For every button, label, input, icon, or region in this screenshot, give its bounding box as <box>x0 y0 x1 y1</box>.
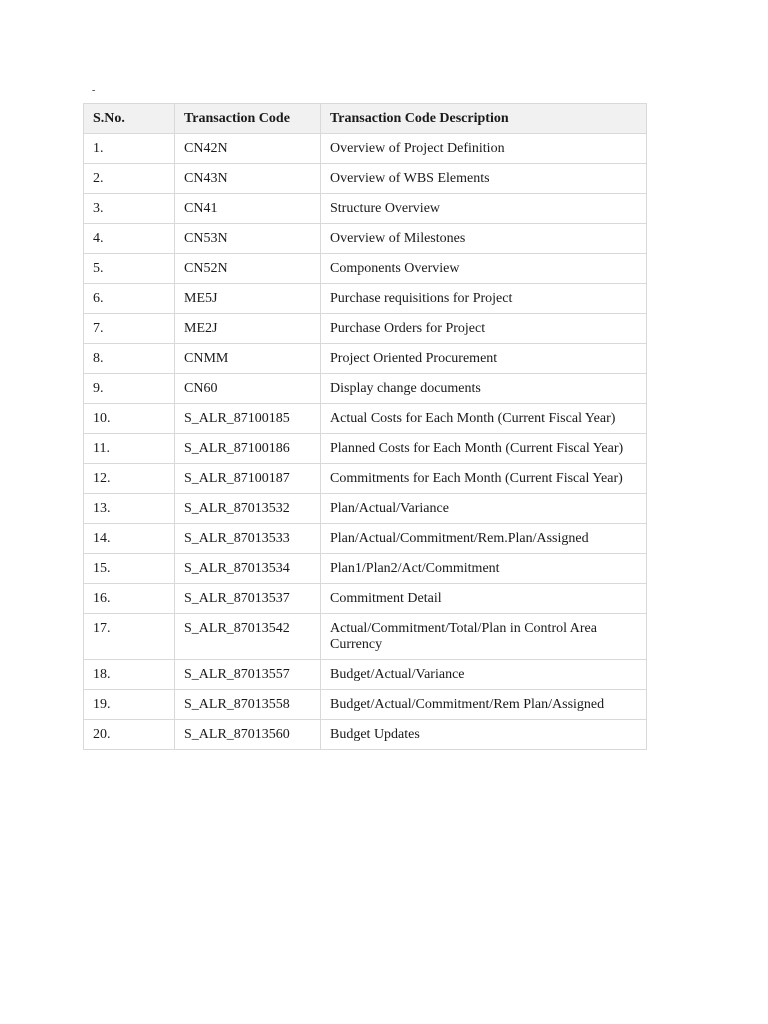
row-description: Commitment Detail <box>321 584 647 614</box>
table-row <box>84 194 647 224</box>
row-sno: 18. <box>84 660 175 690</box>
row-transaction-code: S_ALR_87013542 <box>175 614 321 660</box>
row-transaction-code: S_ALR_87013533 <box>175 524 321 554</box>
row-description: Budget/Actual/Commitment/Rem Plan/Assigned <box>321 690 647 720</box>
row-transaction-code: CN42N <box>175 134 321 164</box>
row-transaction-code: S_ALR_87013558 <box>175 690 321 720</box>
table-row <box>84 374 647 404</box>
table-row <box>84 614 647 660</box>
row-description: Budget/Actual/Variance <box>321 660 647 690</box>
row-sno: 3. <box>84 194 175 224</box>
row-description: Project Oriented Procurement <box>321 344 647 374</box>
row-transaction-code: S_ALR_87100186 <box>175 434 321 464</box>
table-row <box>84 224 647 254</box>
row-description: Plan/Actual/Commitment/Rem.Plan/Assigned <box>321 524 647 554</box>
row-sno: 17. <box>84 614 175 660</box>
table-row <box>84 524 647 554</box>
table-row <box>84 134 647 164</box>
table-row <box>84 344 647 374</box>
row-description: Budget Updates <box>321 720 647 750</box>
row-sno: 10. <box>84 404 175 434</box>
transaction-code-table <box>83 103 647 750</box>
row-sno: 12. <box>84 464 175 494</box>
row-transaction-code: S_ALR_87013557 <box>175 660 321 690</box>
row-sno: 8. <box>84 344 175 374</box>
row-description: Actual Costs for Each Month (Current Fiscal Year) <box>321 404 647 434</box>
row-description: Overview of Milestones <box>321 224 647 254</box>
row-sno: 4. <box>84 224 175 254</box>
table-row <box>84 284 647 314</box>
row-transaction-code: S_ALR_87013534 <box>175 554 321 584</box>
row-sno: 9. <box>84 374 175 404</box>
table-row <box>84 494 647 524</box>
table-row <box>84 254 647 284</box>
row-sno: 14. <box>84 524 175 554</box>
row-description: Purchase Orders for Project <box>321 314 647 344</box>
row-sno: 15. <box>84 554 175 584</box>
row-transaction-code: CN43N <box>175 164 321 194</box>
row-sno: 19. <box>84 690 175 720</box>
row-transaction-code: CN52N <box>175 254 321 284</box>
table-row <box>84 164 647 194</box>
page-mark: - <box>92 85 96 96</box>
row-sno: 1. <box>84 134 175 164</box>
row-sno: 6. <box>84 284 175 314</box>
row-transaction-code: CN41 <box>175 194 321 224</box>
row-description: Plan1/Plan2/Act/Commitment <box>321 554 647 584</box>
row-description: Display change documents <box>321 374 647 404</box>
row-description: Overview of Project Definition <box>321 134 647 164</box>
table-row <box>84 314 647 344</box>
header-description: Transaction Code Description <box>321 104 647 134</box>
row-sno: 20. <box>84 720 175 750</box>
row-sno: 13. <box>84 494 175 524</box>
row-transaction-code: S_ALR_87100185 <box>175 404 321 434</box>
row-description: Overview of WBS Elements <box>321 164 647 194</box>
row-description: Structure Overview <box>321 194 647 224</box>
row-description: Commitments for Each Month (Current Fiscal Year) <box>321 464 647 494</box>
table-row <box>84 660 647 690</box>
table-body <box>84 134 647 750</box>
row-transaction-code: CN53N <box>175 224 321 254</box>
row-transaction-code: ME5J <box>175 284 321 314</box>
row-transaction-code: CN60 <box>175 374 321 404</box>
table-row <box>84 404 647 434</box>
row-transaction-code: S_ALR_87013532 <box>175 494 321 524</box>
row-sno: 11. <box>84 434 175 464</box>
row-sno: 2. <box>84 164 175 194</box>
table-row <box>84 464 647 494</box>
row-description: Plan/Actual/Variance <box>321 494 647 524</box>
header-transaction-code: Transaction Code <box>175 104 321 134</box>
row-sno: 7. <box>84 314 175 344</box>
row-transaction-code: ME2J <box>175 314 321 344</box>
row-transaction-code: S_ALR_87100187 <box>175 464 321 494</box>
table-row <box>84 434 647 464</box>
table-row <box>84 720 647 750</box>
table-row <box>84 554 647 584</box>
table-row <box>84 690 647 720</box>
row-description: Purchase requisitions for Project <box>321 284 647 314</box>
row-description: Planned Costs for Each Month (Current Fiscal Year) <box>321 434 647 464</box>
row-transaction-code: CNMM <box>175 344 321 374</box>
table-header-row <box>84 104 647 134</box>
row-sno: 5. <box>84 254 175 284</box>
header-sno: S.No. <box>84 104 175 134</box>
row-description: Actual/Commitment/Total/Plan in Control Area Currency <box>321 614 647 660</box>
table-row <box>84 584 647 614</box>
row-sno: 16. <box>84 584 175 614</box>
row-transaction-code: S_ALR_87013537 <box>175 584 321 614</box>
row-description: Components Overview <box>321 254 647 284</box>
row-transaction-code: S_ALR_87013560 <box>175 720 321 750</box>
